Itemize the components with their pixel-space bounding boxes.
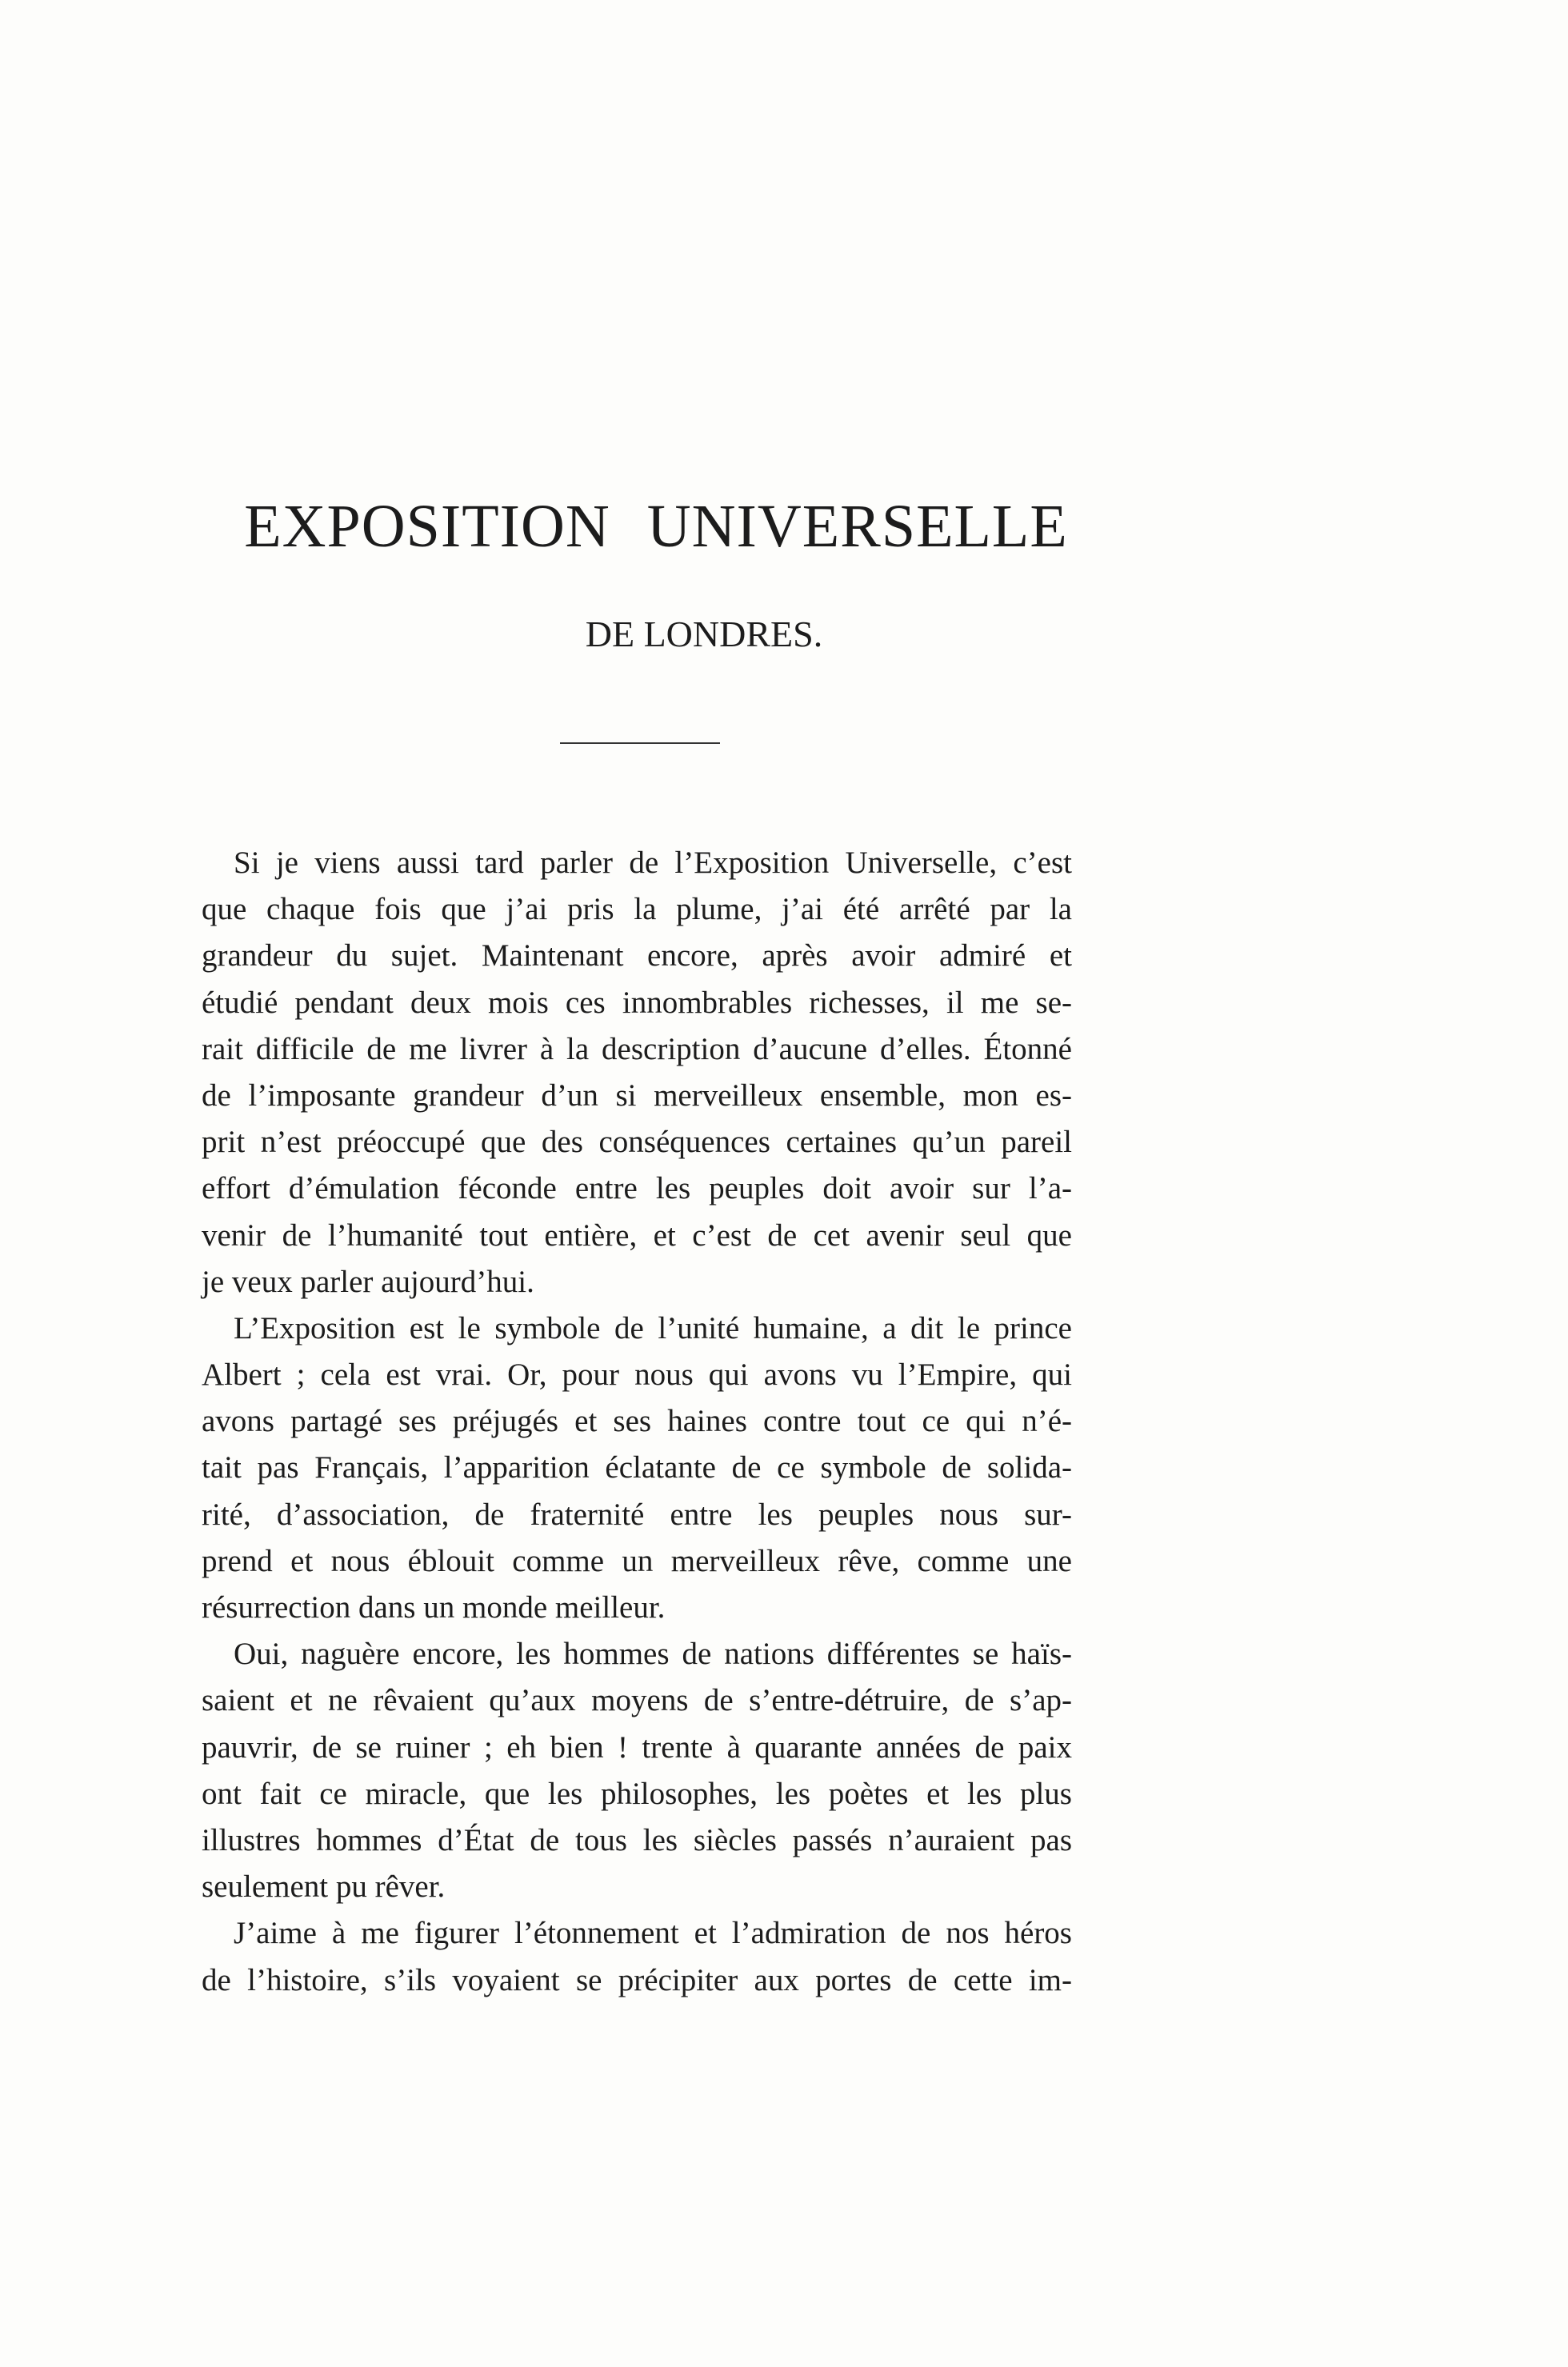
text-line: L’Exposition est le symbole de l’unité humaine, a dit le prince: [234, 1310, 1072, 1345]
text-line: rité, d’association, de fraternité entre les peuples nous sur-: [202, 1497, 1072, 1532]
text-line: ont fait ce miracle, que les philosophes, les poètes et les plus: [202, 1776, 1072, 1811]
body-text: [202, 840, 1072, 2004]
text-line: venir de l’humanité tout entière, et c’est de cet avenir seul que: [202, 1217, 1072, 1253]
text-line: Oui, naguère encore, les hommes de nations différentes se haïs-: [234, 1637, 1072, 1672]
text-line: je veux parler aujourd’hui.: [202, 1264, 534, 1299]
text-line: J’aime à me figurer l’étonnement et l’admiration de nos héros: [234, 1916, 1072, 1951]
text-line: seulement pu rêver.: [202, 1869, 446, 1905]
page-subtitle: DE LONDRES.: [585, 614, 823, 654]
title-divider: [560, 742, 720, 744]
text-line: prend et nous éblouit comme un merveilleux rêve, comme une: [202, 1543, 1072, 1578]
text-line: avons partagé ses préjugés et ses haines contre tout ce qui n’é-: [202, 1404, 1072, 1439]
paragraph-2: [202, 1305, 1072, 1631]
paragraph-3: [202, 1631, 1072, 1910]
text-line: de l’histoire, s’ils voyaient se précipiter aux portes de cette im-: [202, 1962, 1072, 1997]
text-line: que chaque fois que j’ai pris la plume, j’ai été arrêté par la: [202, 892, 1072, 927]
paragraph-1: [202, 840, 1072, 1305]
paragraph-4: [202, 1910, 1072, 2003]
text-line: grandeur du sujet. Maintenant encore, après avoir admiré et: [202, 938, 1072, 974]
page-title: EXPOSITION UNIVERSELLE: [244, 493, 1068, 560]
text-line: de l’imposante grandeur d’un si merveilleux ensemble, mon es-: [202, 1078, 1072, 1113]
text-line: illustres hommes d’État de tous les siècles passés n’auraient pas: [202, 1822, 1072, 1857]
text-line: pauvrir, de se ruiner ; eh bien ! trente à quarante années de paix: [202, 1729, 1072, 1765]
text-line: Albert ; cela est vrai. Or, pour nous qui avons vu l’Empire, qui: [202, 1357, 1072, 1393]
text-line: prit n’est préoccupé que des conséquences certaines qu’un pareil: [202, 1125, 1072, 1160]
text-line: rait difficile de me livrer à la description d’aucune d’elles. Étonné: [202, 1031, 1072, 1066]
text-line: tait pas Français, l’apparition éclatante de ce symbole de solida-: [202, 1450, 1072, 1485]
text-line: étudié pendant deux mois ces innombrables richesses, il me se-: [202, 985, 1072, 1020]
text-line: résurrection dans un monde meilleur.: [202, 1590, 666, 1625]
text-line: Si je viens aussi tard parler de l’Exposition Universelle, c’est: [234, 846, 1072, 880]
text-line: effort d’émulation féconde entre les peuples doit avoir sur l’a-: [202, 1171, 1072, 1206]
text-line: saient et ne rêvaient qu’aux moyens de s’entre-détruire, de s’ap-: [202, 1683, 1072, 1718]
